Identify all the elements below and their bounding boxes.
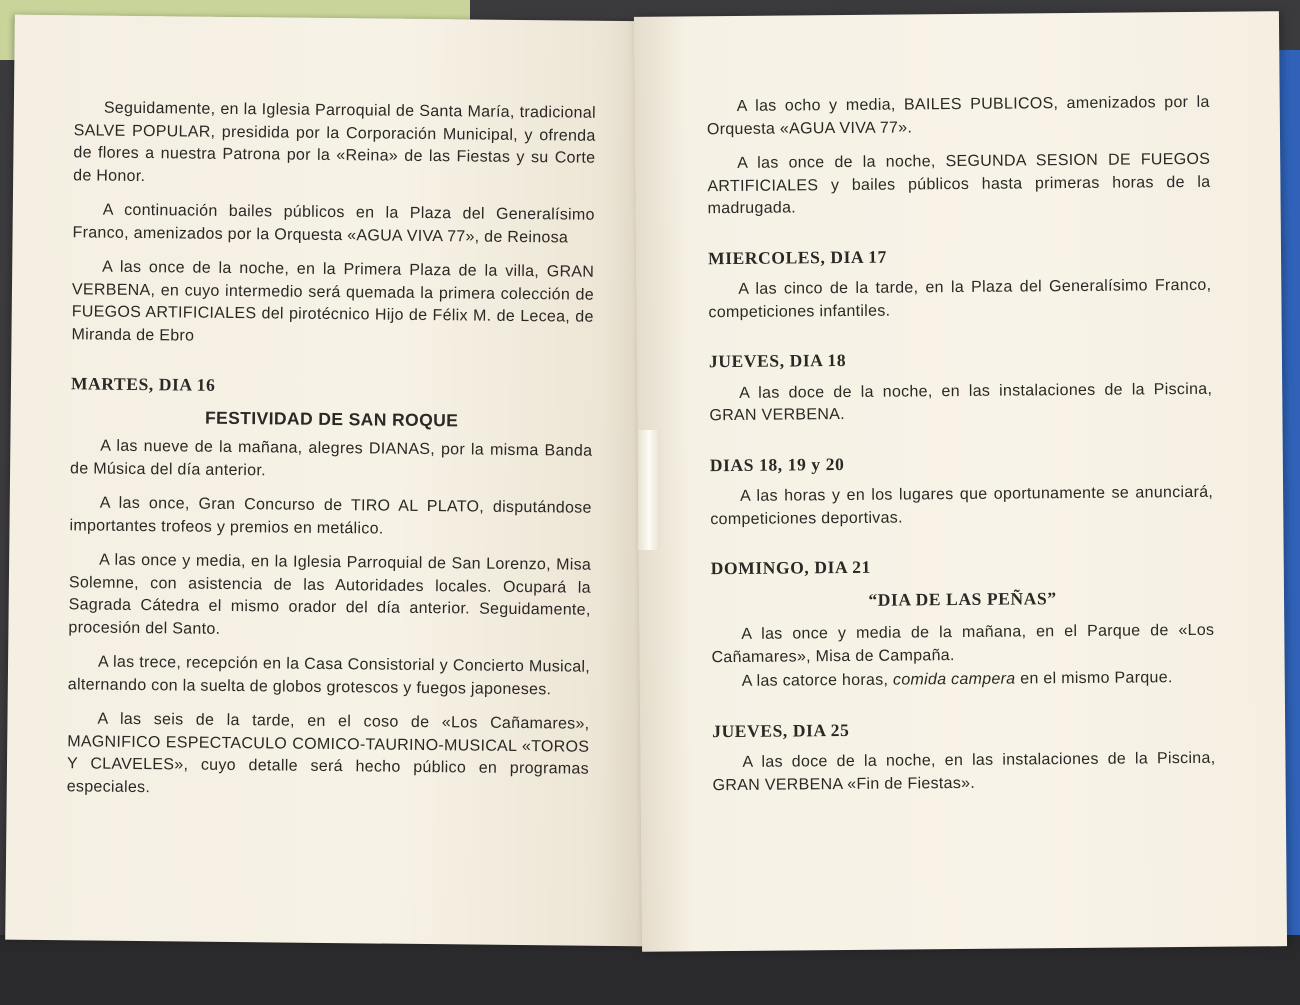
paragraph-recepcion: A las trece, recepción en la Casa Consistorial y Concierto Musical, alternando con la suelta de globos grotescos y fuegos japoneses. (67, 653, 591, 698)
day-heading-jueves-18: JUEVES, DIA 18 (708, 349, 847, 372)
paragraph-infantiles: A las cinco de la tarde, en la Plaza del Generalísimo Franco, competiciones infantiles. (708, 276, 1212, 321)
paragraph-fuegos: A las once de la noche, SEGUNDA SESION DE FUEGOS ARTIFICIALES y bailes públicos hasta primeras horas de la madrugada. (707, 150, 1211, 218)
paragraph-bailes-publicos: A las ocho y media, BAILES PUBLICOS, amenizados por la Orquesta «AGUA VIVA 77». (706, 93, 1210, 138)
paragraph-tiro: A las once, Gran Concurso de TIRO AL PLATO, disputándose importantes trofeos y premios en metálico. (69, 494, 592, 538)
comida-campera-emphasis: comida campera (892, 670, 1016, 689)
left-page (5, 15, 655, 947)
paragraph-misa: A las once y media, en la Iglesia Parroquial de San Lorenzo, Misa Solemne, con asistencia de las Autoridades locales. Ocupará la Sagrada Cátedra el mismo orador del día anterior. Seguidamente, procesión del Santo. (68, 551, 592, 638)
paragraph-deportivas: A las horas y en los lugares que oportunamente se anunciará, competiciones deportivas. (710, 483, 1214, 528)
day-heading-jueves-25: JUEVES, DIA 25 (712, 719, 850, 741)
paragraph-verbena: A las once de la noche, en la Primera Plaza de la villa, GRAN VERBENA, en cuyo intermedio será quemada la primera colección de FUEGOS ARTIFICIALES del pirotécnico Hijo de Félix M. de Lecea, de Miranda de Ebro (71, 258, 595, 345)
book-gutter (638, 430, 660, 550)
paragraph-misa-campana: A las once y media de la mañana, en el Parque de «Los Cañamares», Misa de Campaña. (711, 621, 1215, 666)
paragraph-comida (712, 667, 1215, 694)
right-page (634, 11, 1287, 952)
day-heading-miercoles: MIERCOLES, DIA 17 (707, 246, 888, 268)
paragraph-bailes: A continuación bailes públicos en la Plaza del Generalísimo Franco, amenizados por la Orquesta «AGUA VIVA 77», de Reinosa (72, 201, 595, 246)
day-heading-martes: MARTES, DIA 16 (70, 373, 216, 395)
penas-heading: “DIA DE LAS PEÑAS” (868, 587, 1057, 610)
paragraph-espectaculo: A las seis de la tarde, en el coso de «Los Cañamares», MAGNIFICO ESPECTACULO COMICO-TAURINO-MUSICAL «TOROS Y CLAVELES», cuyo detalle será hecho público en programas especiales. (66, 710, 590, 796)
paragraph-dianas: A las nueve de la mañana, alegres DIANAS, por la misma Banda de Música del día anterior. (70, 437, 593, 479)
comida-text-start: A las catorce horas, (741, 671, 894, 690)
day-heading-dias: DIAS 18, 19 y 20 (709, 453, 845, 475)
paragraph-salve: Seguidamente, en la Iglesia Parroquial de Santa María, tradicional SALVE POPULAR, presidida por la Corporación Municipal, y ofrenda de flores a nuestra Patrona por la «Reina» de las Fiestas y su Corte de Honor. (73, 99, 596, 185)
comida-text-end: en el mismo Parque. (1015, 669, 1173, 688)
festividad-heading: FESTIVIDAD DE SAN ROQUE (204, 407, 459, 430)
day-heading-domingo: DOMINGO, DIA 21 (710, 556, 872, 579)
paragraph-piscina: A las doce de la noche, en las instalaciones de la Piscina, GRAN VERBENA. (709, 380, 1213, 425)
paragraph-fin-fiestas: A las doce de la noche, en las instalaciones de la Piscina, GRAN VERBENA «Fin de Fiestas». (712, 749, 1216, 794)
